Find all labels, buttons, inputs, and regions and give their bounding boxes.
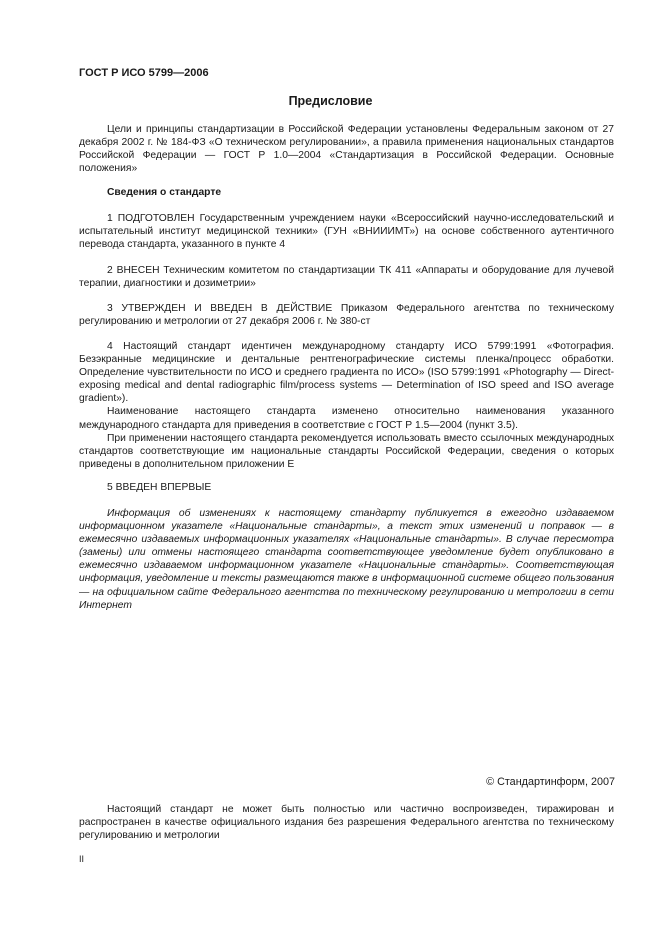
item-4-paragraph-2: Наименование настоящего стандарта изменено относительно наименования указанного международного стандарта для приведения в соответствие с ГОСТ Р 1.5—2004 (пункт 3.5). xyxy=(79,406,614,431)
item-5-text: 5 ВВЕДЕН ВПЕРВЫЕ xyxy=(107,482,212,493)
item-1 xyxy=(79,212,614,251)
notice-paragraph xyxy=(79,507,614,612)
intro-paragraph xyxy=(79,123,614,175)
notice-text: Информация об изменениях к настоящему стандарту публикуется в ежегодно издаваемом информационном указателе «Национальные стандарты», а текст этих изменений и поправок — в ежемесячно издаваемых информационных указателях «Национальные стандарты». В случае пересмотра (замены) или отмены настоящего стандарта соответствующее уведомление будет опубликовано в ежемесячно издаваемом информационном указателе «Национальные стандарты». Соответствующая информация, уведомление и тексты размещаются также в информационной системе общего пользования — на официальном сайте Федерального агентства по техническому регулированию и метрологии в сети Интернет xyxy=(79,508,614,611)
item-4-paragraph-3: При применении настоящего стандарта рекомендуется использовать вместо ссылочных международных стандартов соответствующие им национальные стандарты Российской Федерации, сведения о которых приведены в дополнительном приложении Е xyxy=(79,432,614,470)
item-3-text: 3 УТВЕРЖДЕН И ВВЕДЕН В ДЕЙСТВИЕ Приказом Федерального агентства по техническому регулированию и метрологии от 27 декабря 2006 г. № 380-ст xyxy=(79,303,614,328)
item-1-text: 1 ПОДГОТОВЛЕН Государственным учреждением науки «Всероссийский научно-исследовательский и испытательный институт медицинской техники» (ГУН «ВНИИИМТ») на основе собственного аутентичного перевода стандарта, указанного в пункте 4 xyxy=(79,213,614,251)
reproduction-notice xyxy=(79,803,614,842)
item-5 xyxy=(79,481,614,494)
reproduction-text: Настоящий стандарт не может быть полностью или частично воспроизведен, тиражирован и распространен в качестве официального издания без разрешения Федерального агентства по техническому регулированию и метрологии xyxy=(79,804,614,842)
item-2 xyxy=(79,264,614,290)
section-title: Сведения о стандарте xyxy=(107,187,222,198)
item-4-text: 4 Настоящий стандарт идентичен международному стандарту ИСО 5799:1991 «Фотография. Безэкранные медицинские и дентальные рентгенографические системы пленка/процесс обработки. Определение чувствительности по ИСО и среднего градиента по ИСО» (ISO 5799:1991 «Photography — Direct-exposing medical and dental radiographic film/process systems — Determination of ISO speed and ISO average gradient»). xyxy=(79,341,614,405)
item-2-text: 2 ВНЕСЕН Техническим комитетом по стандартизации ТК 411 «Аппараты и оборудование для лучевой терапии, диагностики и дозиметрии» xyxy=(79,265,614,290)
item-3 xyxy=(79,302,614,328)
copyright: © Стандартинформ, 2007 xyxy=(486,776,615,788)
item-4 xyxy=(79,340,614,471)
page-number: II xyxy=(79,854,85,864)
intro-text: Цели и принципы стандартизации в Российской Федерации установлены Федеральным законом от 27 декабря 2002 г. № 184-ФЗ «О техническом регулировании», а правила применения национальных стандартов Российской Федерации — ГОСТ Р 1.0—2004 «Стандартизация в Российской Федерации. Основные положения» xyxy=(79,124,614,175)
document-code: ГОСТ Р ИСО 5799—2006 xyxy=(79,67,209,79)
page-title: Предисловие xyxy=(288,94,373,108)
